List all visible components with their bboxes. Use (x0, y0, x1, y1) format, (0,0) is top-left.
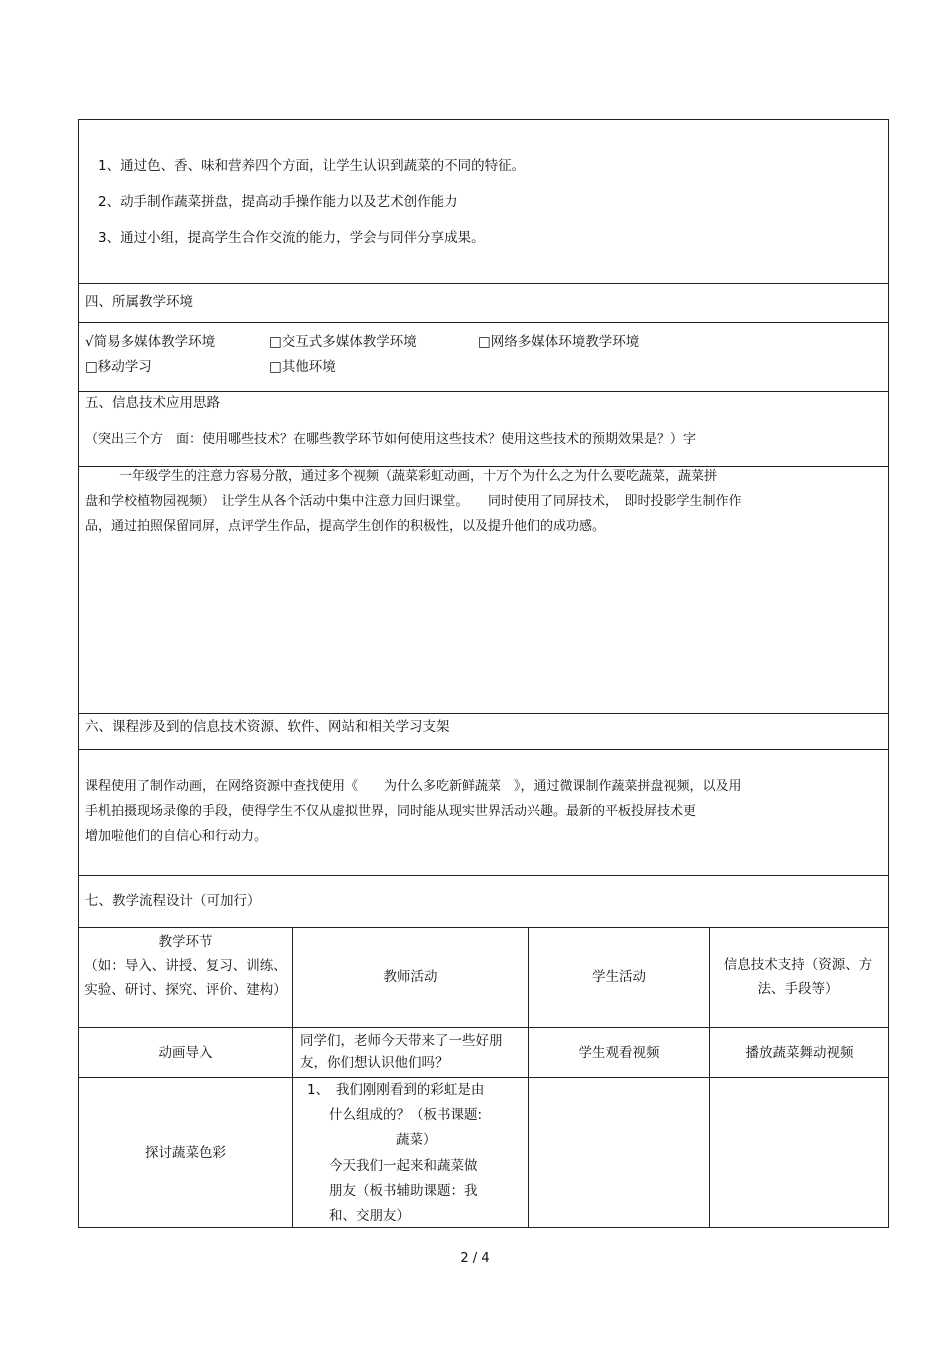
table-cell-student: 学生观看视频 (578, 1045, 660, 1061)
environment-option: √简易多媒体教学环境 (85, 334, 216, 350)
table-cell-tech: 播放蔬菜舞动视频 (745, 1045, 854, 1061)
objective-item: 3、通过小组，提高学生合作交流的能力，学会与同伴分享成果。 (98, 230, 485, 246)
divider (78, 875, 889, 876)
section-hint: （突出三个方 面：使用哪些技术？在哪些教学环节如何使用这些技术？使用这些技术的预期效果是？）字 (85, 432, 697, 447)
divider (78, 322, 889, 323)
objective-item: 1、通过色、香、味和营养四个方面，让学生认识到蔬菜的不同的特征。 (98, 158, 526, 174)
environment-option: □交互式多媒体教学环境 (269, 334, 417, 350)
table-cell-teacher-line: 蔬菜） (396, 1132, 437, 1148)
paragraph-line: 一年级学生的注意力容易分散，通过多个视频（蔬菜彩虹动画，十万个为什么之为什么要吃蔬菜，蔬菜拼 (119, 469, 718, 484)
table-cell-teacher-line: 今天我们一起来和蔬菜做 (329, 1158, 478, 1174)
section-heading: 四、所属教学环境 (85, 294, 193, 310)
table-cell-teacher-line: 1、 我们刚刚看到的彩虹是由 (307, 1082, 485, 1098)
divider (78, 713, 889, 714)
paragraph-line: 增加啦他们的自信心和行动力。 (85, 829, 268, 844)
environment-option: □网络多媒体环境教学环境 (478, 334, 640, 350)
environment-option: □移动学习 (85, 359, 152, 375)
paragraph-line: 盘和学校植物园视频） 让学生从各个活动中集中注意力回归课堂。 同时使用了同屏技术， 即时投影学生制作作 (85, 494, 742, 509)
divider (78, 283, 889, 284)
paragraph-line: 手机拍摄现场录像的手段，使得学生不仅从虚拟世界，同时能从现实世界活动兴趣。最新的平板投屏技术更 (85, 804, 697, 819)
section-heading: 六、课程涉及到的信息技术资源、软件、网站和相关学习支架 (85, 719, 450, 735)
divider (78, 466, 889, 467)
divider (78, 1077, 889, 1078)
divider (78, 1027, 889, 1028)
table-cell-stage: 动画导入 (158, 1045, 213, 1061)
divider (78, 749, 889, 750)
table-cell-teacher-line: 什么组成的？（板书课题: (329, 1107, 483, 1123)
objective-item: 2、动手制作蔬菜拼盘，提高动手操作能力以及艺术创作能力 (98, 194, 458, 210)
table-cell-stage: 探讨蔬菜色彩 (145, 1145, 226, 1161)
divider (78, 391, 889, 392)
column-header-teacher: 教师活动 (383, 969, 438, 985)
section-heading: 七、教学流程设计（可加行） (85, 893, 261, 909)
page-number: 2 / 4 (460, 1251, 490, 1266)
table-cell-teacher-line: 和、交朋友） (329, 1208, 410, 1224)
column-divider (709, 927, 710, 1228)
column-header-stage: 教学环节 （如：导入、讲授、复习、训练、实验、研讨、探究、评价、建构） (84, 934, 287, 998)
column-header-student: 学生活动 (592, 969, 646, 985)
paragraph-line: 品，通过拍照保留同屏，点评学生作品，提高学生创作的积极性，以及提升他们的成功感。 (85, 519, 606, 534)
section-heading: 五、信息技术应用思路 (85, 395, 220, 411)
column-header-tech: 信息技术支持（资源、方法、手段等） (723, 957, 873, 997)
environment-option: □其他环境 (269, 359, 336, 375)
divider (78, 927, 889, 928)
paragraph-line: 课程使用了制作动画，在网络资源中查找使用《 为什么多吃新鲜蔬菜 》，通过微课制作蔬菜拼盘视频，以及用 (85, 779, 742, 794)
table-cell-teacher-line: 朋友（板书辅助课题：我 (329, 1183, 478, 1199)
table-cell-teacher: 同学们，老师今天带来了一些好朋友，你们想认识他们吗？ (300, 1033, 503, 1071)
